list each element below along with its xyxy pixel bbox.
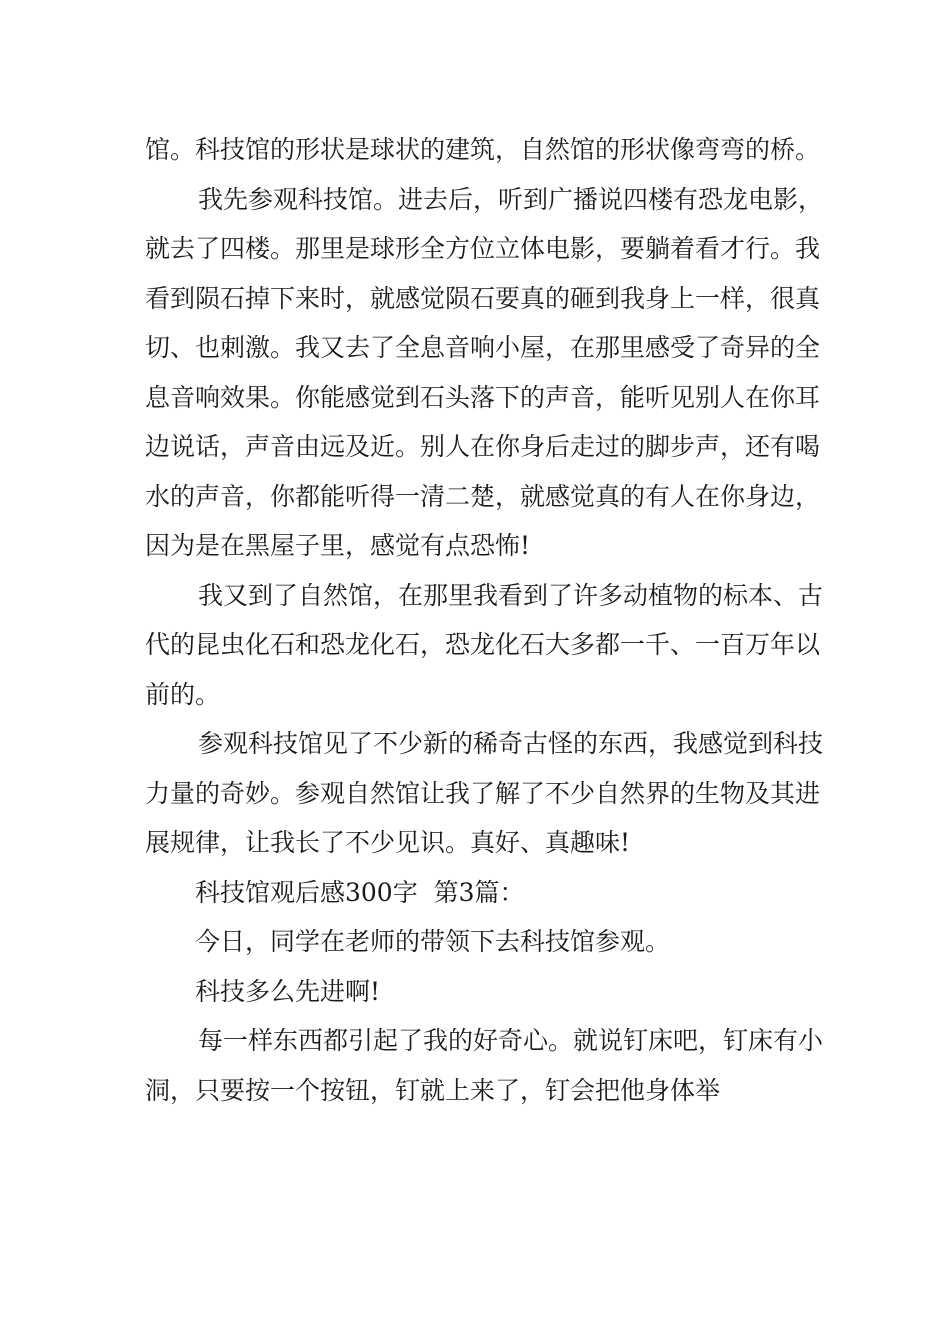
- paragraph-continued: 馆。科技馆的形状是球状的建筑，自然馆的形状像弯弯的桥。: [145, 135, 821, 164]
- paragraph-intro: 今日，同学在老师的带领下去科技馆参观。: [195, 927, 671, 956]
- section-heading: 科技馆观后感300字 第3篇：: [195, 877, 525, 907]
- paragraph-nail-bed: 每一样东西都引起了我的好奇心。就说钉床吧，钉床有小洞，只要按一个按钮，钉就上来了，钉会把他身体举: [145, 1026, 824, 1105]
- paragraph-conclusion: 参观科技馆见了不少新的稀奇古怪的东西，我感觉到科技力量的奇妙。参观自然馆让我了解了不少自然界的生物及其进展规律，让我长了不少见识。真好、真趣味!: [145, 729, 824, 857]
- paragraph-exclamation: 科技多么先进啊!: [195, 976, 381, 1006]
- paragraph-science-museum-visit: 我先参观科技馆。进去后，听到广播说四楼有恐龙电影，就去了四楼。那里是球形全方位立体电影，要躺着看才行。我看到陨石掉下来时，就感觉陨石要真的砸到我身上一样，很真切、也刺激。我又去了全息音响小屋，在那里感受了奇异的全息音响效果。你能感觉到石头落下的声音，能听见别人在你耳边说话，声音由远及近。别人在你身后走过的脚步声，还有喝水的声音，你都能听得一清二楚，就感觉真的有人在你身边，因为是在黑屋子里，感觉有点恐怖!: [145, 184, 824, 560]
- document-body: [145, 125, 825, 1115]
- paragraph-nature-museum-visit: 我又到了自然馆，在那里我看到了许多动植物的标本、古代的昆虫化石和恐龙化石，恐龙化石大多都一千、一百万年以前的。: [145, 580, 824, 709]
